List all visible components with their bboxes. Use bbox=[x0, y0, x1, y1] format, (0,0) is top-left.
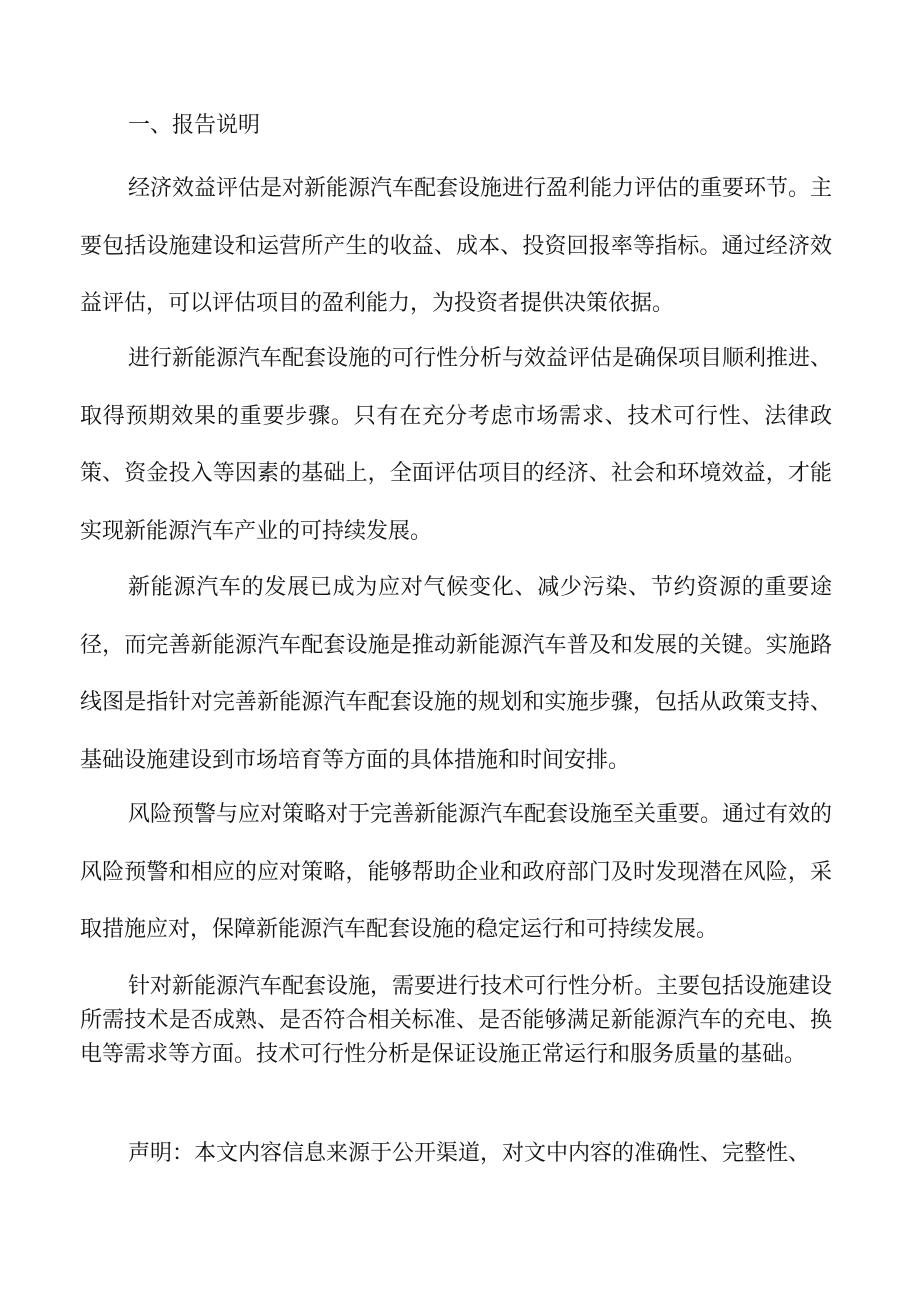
paragraph-technical-feasibility: 针对新能源汽车配套设施，需要进行技术可行性分析。主要包括设施建设所需技术是否成熟、是否符合相关标准、是否能够满足新能源汽车的充电、换电等需求等方面。技术可行性分析是保证设施正常运行和服务质量的基础。 bbox=[80, 974, 833, 1067]
paragraph-disclaimer: 声明：本文内容信息来源于公开渠道，对文中内容的准确性、完整性、 bbox=[128, 1141, 811, 1166]
paragraph-implementation-roadmap: 新能源汽车的发展已成为应对气候变化、减少污染、节约资源的重要途径，而完善新能源汽车配套设施是推动新能源汽车普及和发展的关键。实施路线图是指针对完善新能源汽车配套设施的规划和实施步骤，包括从政策支持、基础设施建设到市场培育等方面的具体措施和时间安排。 bbox=[80, 575, 832, 773]
paragraph-risk-warning: 风险预警与应对策略对于完善新能源汽车配套设施至关重要。通过有效的风险预警和相应的应对策略，能够帮助企业和政府部门及时发现潜在风险，采取措施应对，保障新能源汽车配套设施的稳定运行和可持续发展。 bbox=[80, 802, 833, 942]
paragraph-economic-benefit: 经济效益评估是对新能源汽车配套设施进行盈利能力评估的重要环节。主要包括设施建设和运营所产生的收益、成本、投资回报率等指标。通过经济效益评估，可以评估项目的盈利能力，为投资者提供决策依据。 bbox=[80, 176, 833, 316]
section-heading: 一、报告说明 bbox=[128, 113, 261, 138]
paragraph-feasibility-analysis: 进行新能源汽车配套设施的可行性分析与效益评估是确保项目顺利推进、取得预期效果的重要步骤。只有在充分考虑市场需求、技术可行性、法律政策、资金投入等因素的基础上，全面评估项目的经济、社会和环境效益，才能实现新能源汽车产业的可持续发展。 bbox=[80, 346, 833, 544]
